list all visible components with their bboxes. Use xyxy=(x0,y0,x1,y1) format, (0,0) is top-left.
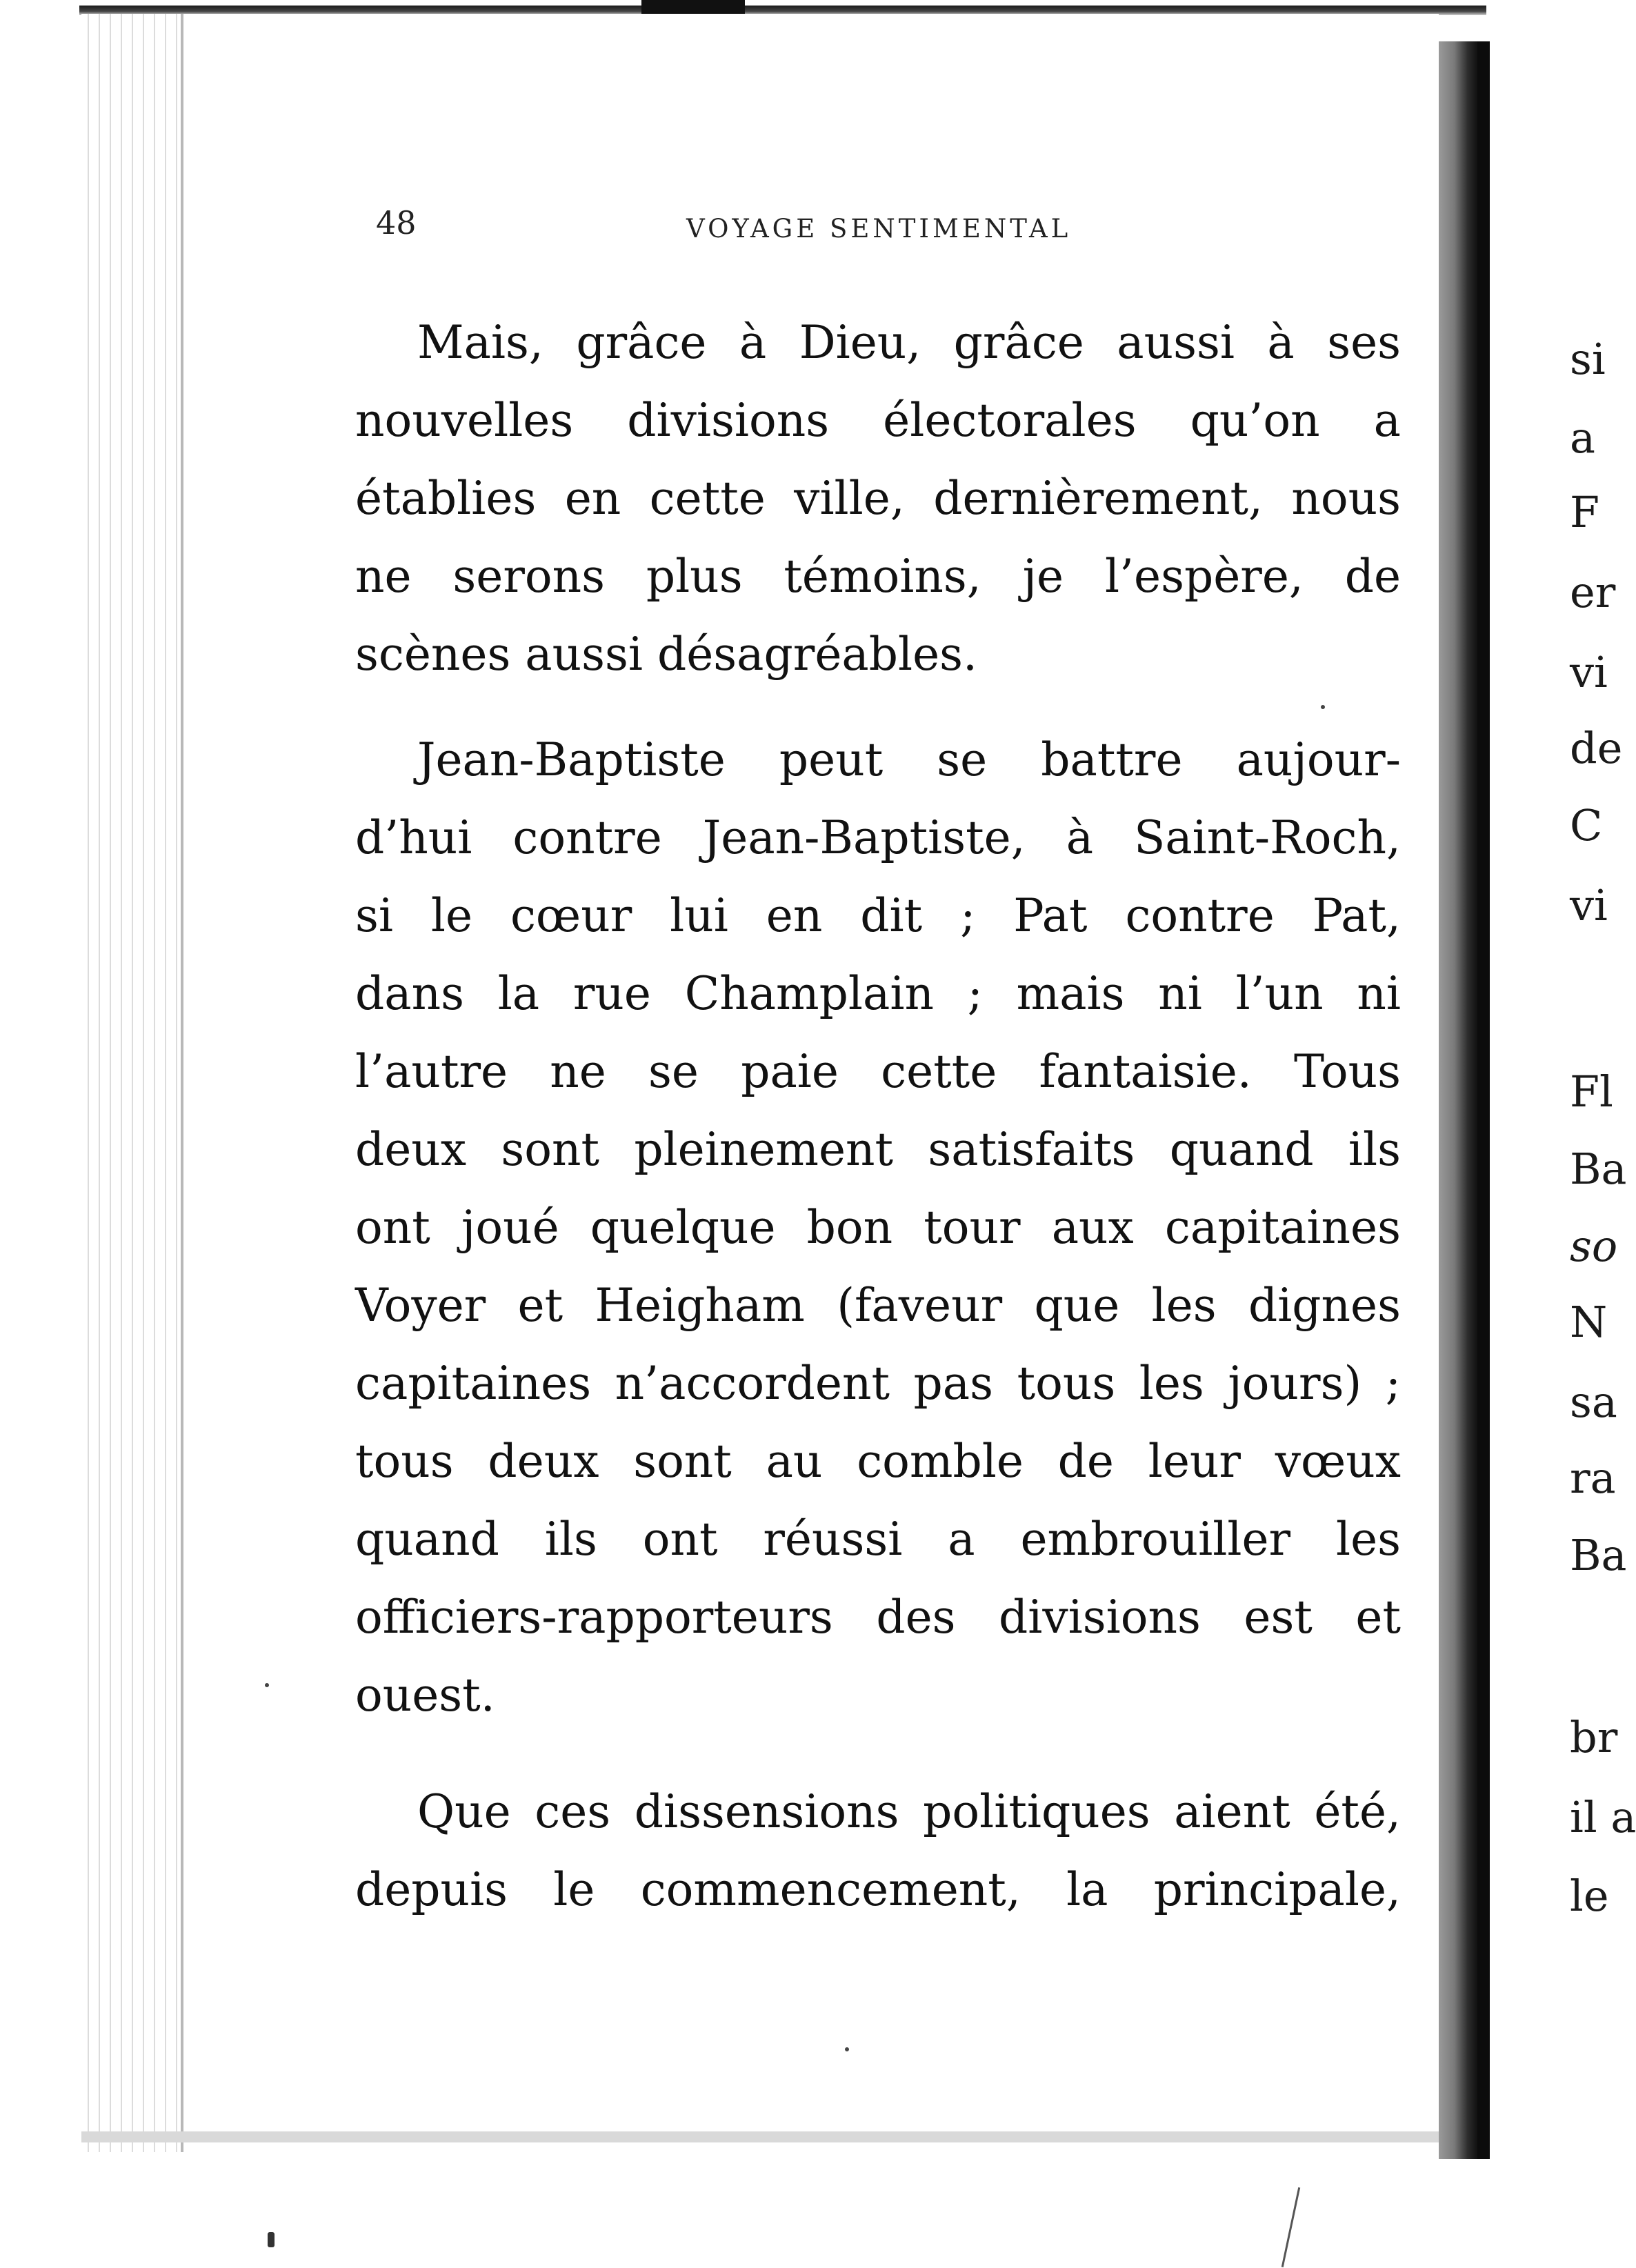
facing-page-fragment: Ba xyxy=(1570,1144,1627,1194)
page-bottom-edge xyxy=(81,2131,1475,2142)
text-line: ouest. xyxy=(355,1669,495,1722)
facing-page-fragment: vi xyxy=(1570,880,1608,931)
text-line: depuis le commencement, la principale, xyxy=(355,1863,1401,1916)
text-line: quand ils ont réussi a embrouiller les xyxy=(355,1513,1401,1566)
text-line: si le cœur lui en dit ; Pat contre Pat, xyxy=(355,889,1401,942)
page-stack-line xyxy=(181,14,183,2152)
page-number: 48 xyxy=(376,204,417,241)
running-title: VOYAGE SENTIMENTAL xyxy=(686,214,1072,243)
facing-page-fragment: Ba xyxy=(1570,1530,1627,1580)
text-line: deux sont pleinement satisfaits quand ils xyxy=(355,1123,1401,1176)
facing-page-fragment: C xyxy=(1570,800,1603,850)
text-line: officiers-rapporteurs des divisions est et xyxy=(355,1591,1401,1644)
facing-page-fragment: vi xyxy=(1570,647,1608,697)
facing-page-fragment: il a xyxy=(1570,1792,1636,1842)
paragraph-3 xyxy=(355,1773,1401,1929)
binding-gutter xyxy=(1439,41,1477,2159)
scan-mark xyxy=(268,2232,275,2247)
text-line: Voyer et Heigham (faveur que les dignes xyxy=(355,1279,1401,1332)
scan-top-notch xyxy=(641,0,745,14)
facing-page-fragment: so xyxy=(1570,1221,1618,1271)
facing-page-fragment: sa xyxy=(1570,1377,1617,1427)
text-line: tous deux sont au comble de leur vœux xyxy=(355,1435,1401,1488)
facing-page-fragment: br xyxy=(1570,1712,1618,1762)
paragraph-2 xyxy=(355,721,1401,1734)
text-line: nouvelles divisions électorales qu’on a xyxy=(355,394,1401,447)
text-line: d’hui contre Jean-Baptiste, à Saint-Roch, xyxy=(355,811,1401,864)
facing-page-fragment: N xyxy=(1570,1297,1608,1347)
text-line: Que ces dissensions politiques aient été, xyxy=(417,1785,1401,1838)
scan-speck xyxy=(845,2047,849,2051)
facing-page-fragment: ra xyxy=(1570,1453,1616,1503)
scan-speck xyxy=(265,1683,269,1687)
text-line: scènes aussi désagréables. xyxy=(355,628,977,681)
text-line: l’autre ne se paie cette fantaisie. Tous xyxy=(355,1045,1401,1098)
gutter-dark-edge xyxy=(1477,41,1490,2159)
facing-page-fragment: F xyxy=(1570,487,1600,537)
text-line: ont joué quelque bon tour aux capitaines xyxy=(355,1201,1401,1254)
text-line: Jean-Baptiste peut se battre aujour- xyxy=(417,733,1401,786)
text-line: ne serons plus témoins, je l’espère, de xyxy=(355,550,1401,603)
facing-page-fragment: de xyxy=(1570,723,1623,773)
facing-page-fragment: le xyxy=(1570,1871,1609,1921)
facing-page-fragment: si xyxy=(1570,334,1606,384)
text-line: établies en cette ville, dernièrement, nous xyxy=(355,472,1401,525)
text-line: dans la rue Champlain ; mais ni l’un ni xyxy=(355,967,1401,1020)
facing-page-fragment: a xyxy=(1570,412,1595,463)
scan-scratch xyxy=(1281,2187,1300,2267)
scan-speck xyxy=(1321,705,1325,709)
text-line: capitaines n’accordent pas tous les jours) ; xyxy=(355,1357,1401,1410)
facing-page-fragment: Fl xyxy=(1570,1066,1613,1117)
facing-page-fragment: er xyxy=(1570,567,1616,617)
page-stack-edges xyxy=(81,14,185,2152)
paragraph-1 xyxy=(355,304,1401,693)
text-line: Mais, grâce à Dieu, grâce aussi à ses xyxy=(417,316,1401,369)
